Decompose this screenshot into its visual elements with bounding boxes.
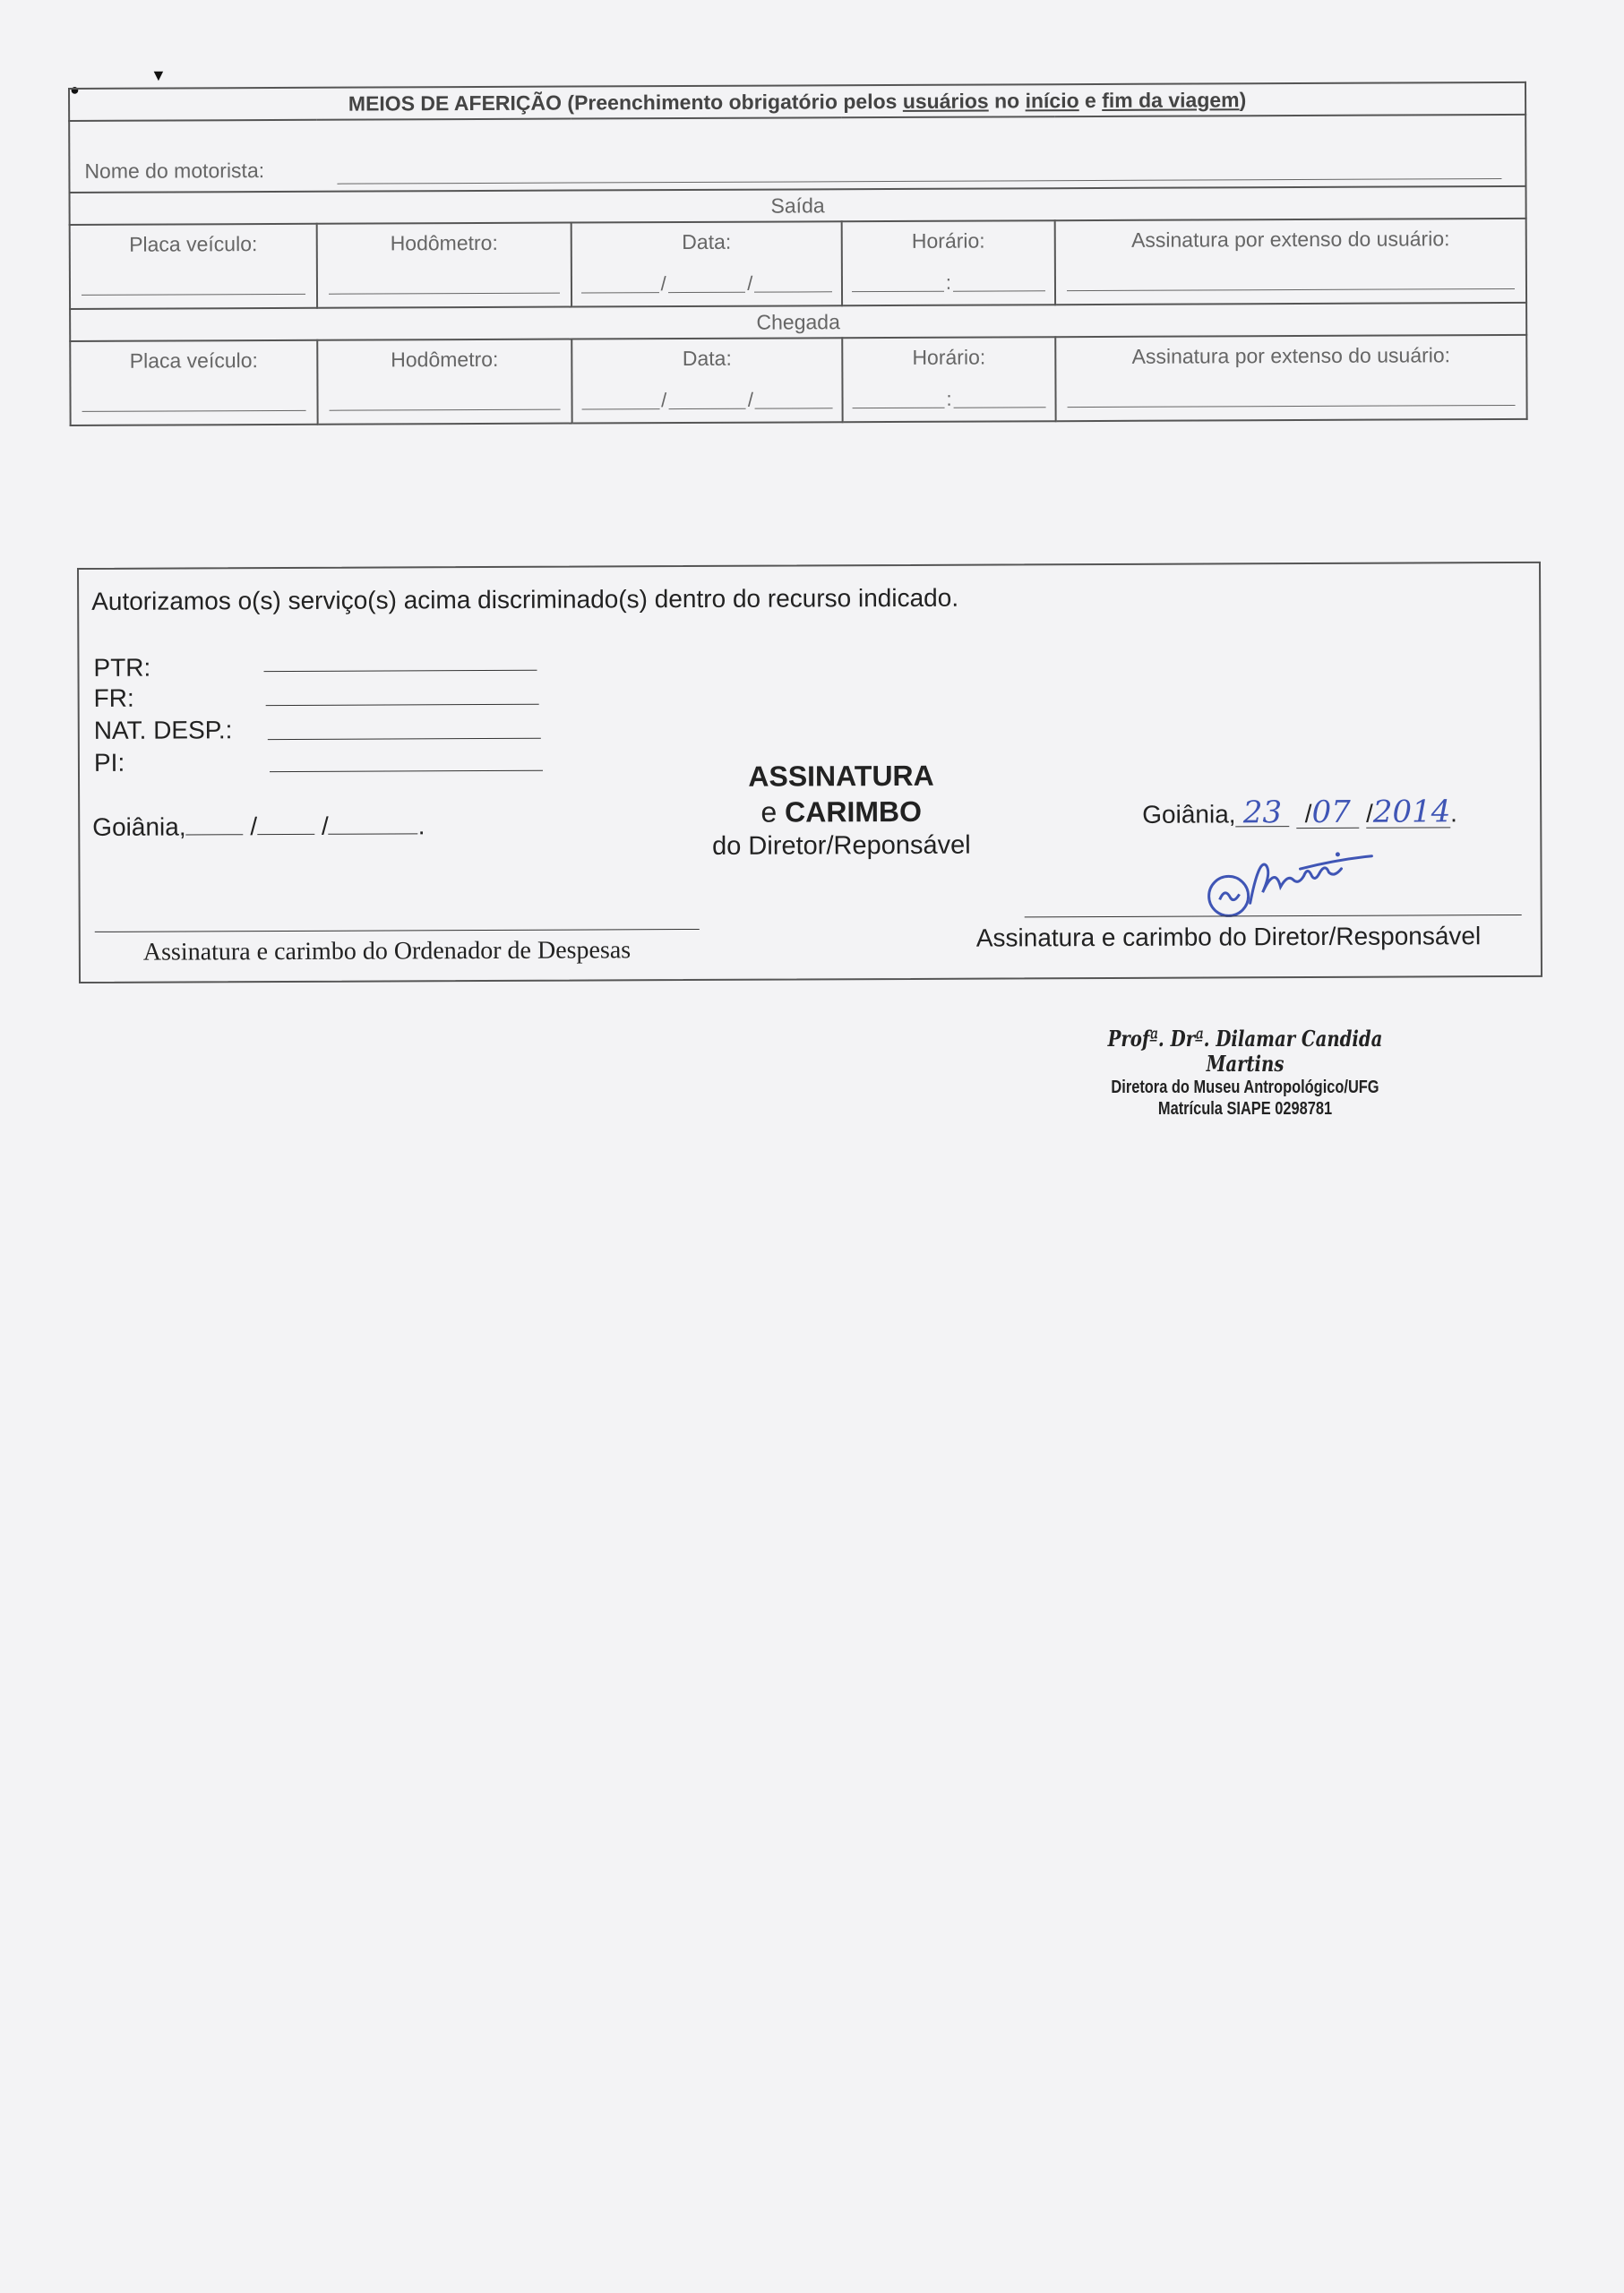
- saida-horario-label: Horário:: [911, 228, 985, 253]
- saida-hodometro-cell: [317, 223, 571, 308]
- fr-label: FR:: [93, 683, 134, 712]
- chegada-horario-cell: [842, 337, 1055, 422]
- chegada-placa-label: Placa veículo:: [129, 348, 258, 373]
- saida-horario-cell: [842, 220, 1055, 305]
- goiania-date-left[interactable]: [92, 812, 425, 842]
- stamp-matricula: Matrícula SIAPE 0298781: [1157, 1099, 1333, 1119]
- saida-assinatura-cell: [1055, 219, 1526, 305]
- chegada-horario-field[interactable]: :: [852, 390, 1045, 408]
- handwritten-signature: [1203, 848, 1472, 921]
- pi-label: PI:: [93, 748, 125, 777]
- afericao-title: MEIOS DE AFERIÇÃO (Preenchimento obrigatório pelos usuários no início e fim da viagem): [69, 82, 1525, 121]
- ptr-field[interactable]: [264, 670, 537, 672]
- sig-caption-diretor: Assinatura e carimbo do Diretor/Responsável: [975, 922, 1482, 952]
- saida-assinatura-label: Assinatura por extenso do usuário:: [1130, 227, 1450, 252]
- period: .: [417, 812, 425, 840]
- pi-field[interactable]: [270, 770, 543, 772]
- afericao-table: [68, 82, 1528, 426]
- hand-year: 2014: [1372, 794, 1451, 830]
- chegada-placa-cell: [70, 340, 317, 425]
- carimbo-word: CARIMBO: [785, 794, 923, 829]
- saida-hodometro-field[interactable]: [329, 293, 560, 295]
- carimbo-text: [617, 793, 1065, 830]
- period: .: [1450, 799, 1457, 828]
- saida-placa-field[interactable]: [82, 294, 305, 296]
- date-sep: /: [250, 812, 258, 841]
- fr-field[interactable]: [266, 704, 539, 706]
- date-sep: /: [1366, 799, 1373, 828]
- chegada-placa-field[interactable]: [82, 410, 306, 412]
- sig-caption-ordenador: Assinatura e carimbo do Ordenador de Despesas: [142, 936, 632, 966]
- saida-data-field[interactable]: / /: [581, 274, 832, 293]
- chegada-hodometro-cell: [317, 339, 571, 425]
- saida-data-label: Data:: [682, 229, 732, 254]
- goiania-date-right[interactable]: [1142, 794, 1457, 831]
- diretora-stamp: [1075, 1026, 1415, 1120]
- nat-desp-field[interactable]: [268, 738, 541, 740]
- saida-hodometro-label: Hodômetro:: [390, 230, 498, 255]
- stamp-role: Diretora do Museu Antropológico/UFG: [1111, 1078, 1379, 1097]
- ptr-label: PTR:: [93, 653, 151, 682]
- goiania-left-label: Goiânia,: [92, 812, 186, 841]
- nat-desp-label: NAT. DESP.:: [93, 716, 233, 744]
- saida-data-cell: [571, 221, 842, 306]
- stamp-name: Profª. Drª. Dilamar Candida Martins: [1107, 1026, 1383, 1077]
- hand-month: 07: [1311, 794, 1351, 830]
- driver-name-label: Nome do motorista:: [84, 159, 265, 183]
- date-sep: /: [321, 812, 329, 840]
- autorizacao-box: [77, 562, 1542, 983]
- chegada-assinatura-field[interactable]: [1068, 405, 1516, 408]
- chegada-horario-label: Horário:: [912, 345, 986, 369]
- driver-name-field[interactable]: [337, 178, 1501, 185]
- goiania-right-label: Goiânia,: [1142, 800, 1236, 829]
- scan-mark: ▼: [150, 66, 167, 84]
- chegada-assinatura-cell: [1055, 335, 1526, 421]
- assinatura-text: ASSINATURA: [748, 759, 934, 793]
- saida-placa-cell: [70, 224, 317, 309]
- saida-placa-label: Placa veículo:: [129, 232, 258, 256]
- diretor-text: do Diretor/Reponsável: [712, 830, 971, 861]
- driver-name-row: [69, 115, 1525, 193]
- date-sep: /: [1304, 799, 1312, 829]
- chegada-data-label: Data:: [682, 346, 732, 371]
- sig-line-ordenador[interactable]: [95, 929, 700, 932]
- chegada-hodometro-field[interactable]: [330, 409, 561, 411]
- chegada-assinatura-label: Assinatura por extenso do usuário:: [1131, 343, 1451, 368]
- chegada-data-cell: [571, 338, 842, 423]
- hand-day: 23: [1235, 799, 1289, 827]
- carimbo-prefix: e: [760, 795, 786, 829]
- chegada-data-field[interactable]: / /: [581, 391, 832, 409]
- saida-horario-field[interactable]: :: [852, 273, 1045, 292]
- autorizacao-heading: Autorizamos o(s) serviço(s) acima discriminado(s) dentro do recurso indicado.: [91, 583, 959, 615]
- saida-assinatura-field[interactable]: [1067, 288, 1515, 291]
- assinatura-carimbo-block: [617, 757, 1066, 863]
- scan-mark: ●: [70, 81, 80, 99]
- saida-heading: Saída: [70, 186, 1526, 225]
- chegada-hodometro-label: Hodômetro:: [391, 347, 499, 372]
- chegada-heading: Chegada: [70, 303, 1526, 341]
